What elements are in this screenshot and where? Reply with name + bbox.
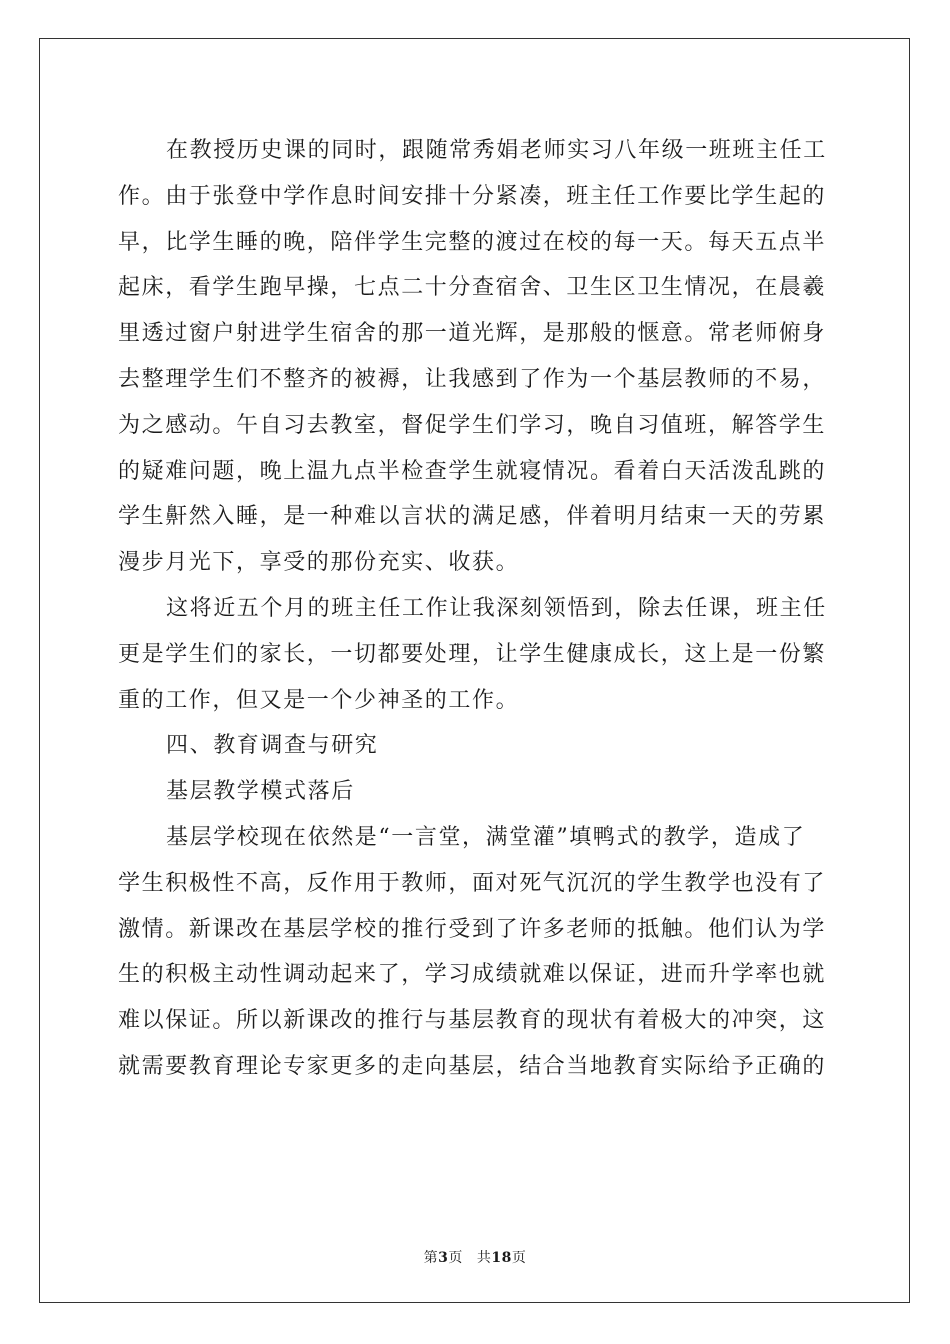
document-body <box>118 128 833 1090</box>
text-line: 的疑难问题，晚上温九点半检查学生就寝情况。看着白天活泼乱跳的 <box>118 458 827 484</box>
text-line: 生的积极主动性调动起来了，学习成绩就难以保证，进而升学率也就 <box>118 962 827 988</box>
text-line: 作。由于张登中学作息时间安排十分紧凑，班主任工作要比学生起的 <box>118 183 827 209</box>
page-number-prefix: 第 <box>423 1250 439 1266</box>
text-line: 漫步月光下，享受的那份充实、收获。 <box>118 550 520 576</box>
text-line: 学生鼾然入睡，是一种难以言状的满足感，伴着明月结束一天的劳累 <box>118 504 827 530</box>
text-line: 里透过窗户射进学生宿舍的那一道光辉，是那般的惬意。常老师俯身 <box>118 321 827 347</box>
total-pages: 18 <box>491 1250 512 1266</box>
text-line: 难以保证。所以新课改的推行与基层教育的现状有着极大的冲突，这 <box>118 1008 827 1034</box>
page-footer <box>0 1247 950 1267</box>
text-line: 四、教育调查与研究 <box>166 733 379 759</box>
page-number: 3 <box>438 1250 449 1266</box>
text-line: 激情。新课改在基层学校的推行受到了许多老师的抵触。他们认为学 <box>118 916 827 942</box>
text-line: 起床，看学生跑早操，七点二十分查宿舍、卫生区卫生情况，在晨羲 <box>118 275 827 301</box>
text-line: 学生积极性不高，反作用于教师，面对死气沉沉的学生教学也没有了 <box>118 870 827 896</box>
total-pages-prefix: 共 <box>476 1250 492 1266</box>
text-line: 早，比学生睡的晚，陪伴学生完整的渡过在校的每一天。每天五点半 <box>118 229 827 255</box>
total-pages-suffix: 页 <box>511 1250 527 1266</box>
text-line: 重的工作，但又是一个少神圣的工作。 <box>118 687 520 713</box>
text-line: 基层教学模式落后 <box>166 779 355 805</box>
text-line: 在教授历史课的同时，跟随常秀娟老师实习八年级一班班主任工 <box>166 138 827 163</box>
text-line: 为之感动。午自习去教室，督促学生们学习，晚自习值班，解答学生 <box>118 412 827 438</box>
text-line: 更是学生们的家长，一切都要处理，让学生健康成长，这上是一份繁 <box>118 641 827 667</box>
text-line: 就需要教育理论专家更多的走向基层，结合当地教育实际给予正确的 <box>118 1053 827 1079</box>
text-line: 基层学校现在依然是“一言堂，满堂灌”填鸭式的教学，造成了 <box>166 824 806 850</box>
page-number-suffix: 页 <box>448 1250 463 1266</box>
text-line: 这将近五个月的班主任工作让我深刻领悟到，除去任课，班主任 <box>166 595 827 621</box>
text-line: 去整理学生们不整齐的被褥，让我感到了作为一个基层教师的不易， <box>118 366 827 392</box>
